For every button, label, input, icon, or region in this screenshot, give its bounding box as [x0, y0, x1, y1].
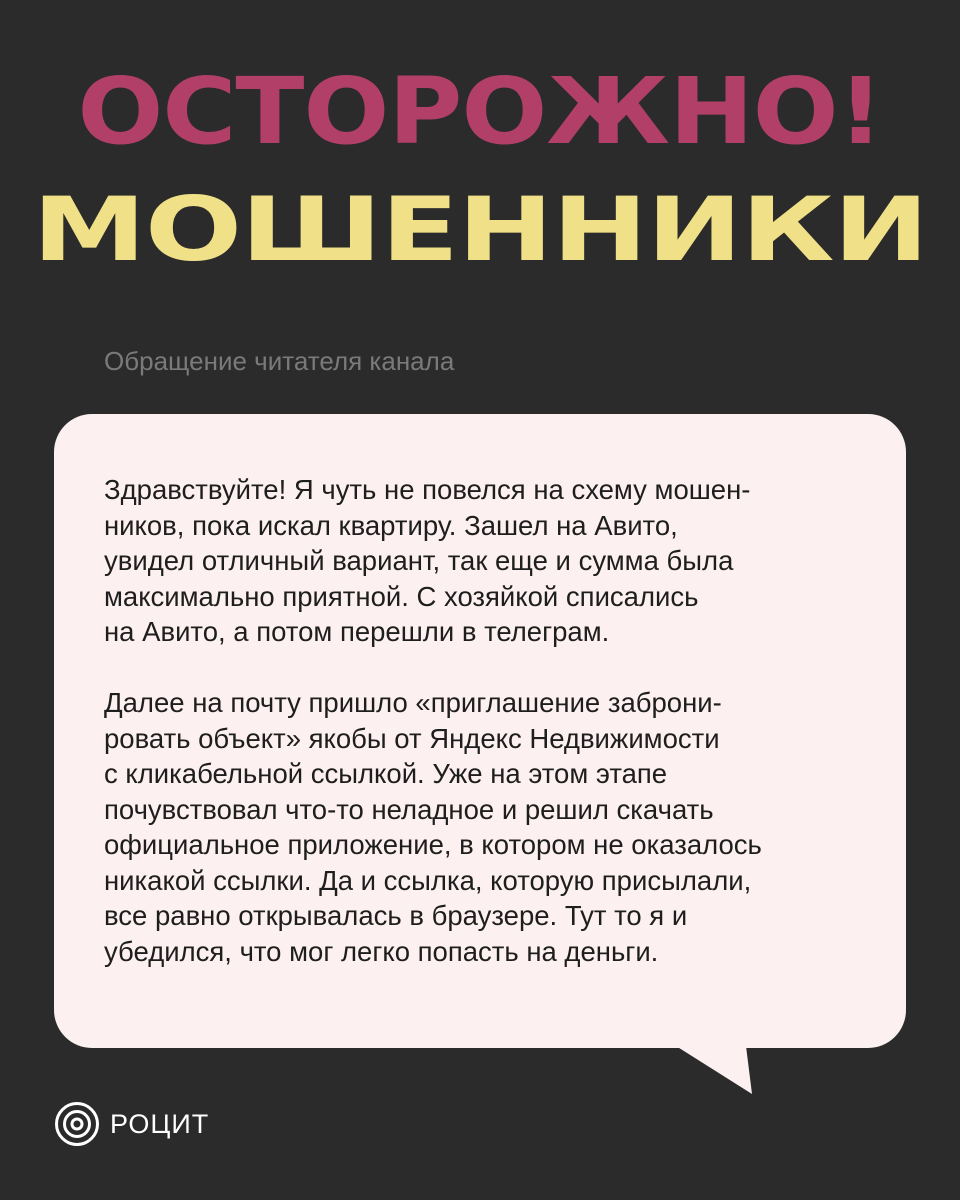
- headline-fraudsters: МОШЕННИКИ: [32, 178, 928, 281]
- message-line: с кликабельной ссылкой. Уже на этом этапе: [104, 758, 668, 789]
- message-paragraph-1: [104, 472, 884, 650]
- concentric-circles-icon: [54, 1101, 100, 1147]
- message-line: Здравствуйте! Я чуть не повелся на схему мошен-: [104, 474, 751, 505]
- message-paragraph-2: [104, 685, 884, 969]
- message-line: Далее на почту пришло «приглашение заброни-: [104, 687, 722, 718]
- message-line: увидел отличный вариант, так еще и сумма была: [104, 545, 734, 576]
- message-line: ников, пока искал квартиру. Зашел на Авито,: [104, 509, 678, 541]
- message-line: никакой ссылки. Да и ссылка, которую присылали,: [104, 864, 752, 896]
- message-line: официальное приложение, в котором не оказалось: [104, 829, 762, 860]
- message-line: ровать объект» якобы от Яндекс Недвижимости: [104, 722, 720, 754]
- headline-warning: ОСТОРОЖНО!: [77, 58, 883, 165]
- subtitle: Обращение читателя канала: [104, 346, 455, 376]
- message-line: все равно открывалась в браузере. Тут то я и: [104, 900, 688, 931]
- message-line: убедился, что мог легко попасть на деньги.: [104, 935, 659, 967]
- message-line: почувствовал что-то неладное и решил скачать: [104, 793, 714, 825]
- rocit-logo: [54, 1101, 209, 1147]
- message-line: на Авито, а потом перешли в телеграм.: [104, 616, 610, 647]
- logo-text: РОЦИТ: [110, 1108, 210, 1139]
- message-line: максимально приятной. С хозяйкой списались: [104, 580, 699, 612]
- reader-message: [104, 472, 884, 969]
